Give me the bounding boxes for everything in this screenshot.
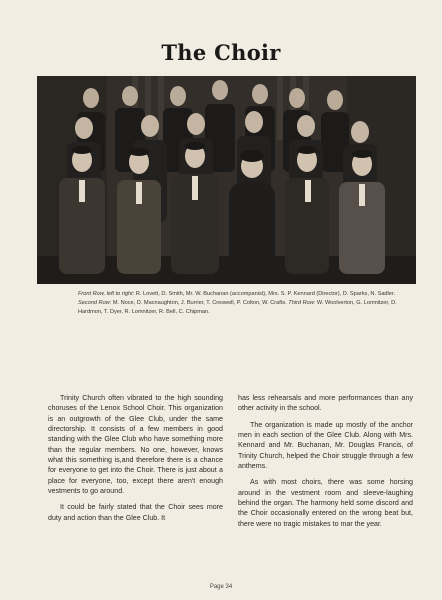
caption-third-label: Third Row: [288, 300, 316, 307]
page-number: Page 34 [209, 584, 233, 590]
caption-front-names: R. Lovett, D. Smith, Mr. W. Buchanan (accompanist), Mrs. S. P. Kennard (Director), D. Sparks, N. Sadler. [134, 291, 395, 297]
article-paragraph: Trinity Church often vibrated to the high sounding choruses of the Lenox School Choir. This organization is an outgrowth of the Glee Club, under the same directorship. It consists of a few members in good standing with the Glee Club who have something more than the regular members. No one, however, knows what this something is,and therefore there is a chance for everyone to get into the Choir. There is just about a place for everyone, too, except there aren't enough vestments to go around. [48, 394, 223, 496]
article-column-left [48, 393, 223, 529]
article-paragraph-continued: has less rehearsals and more performances than any other activity in the school. [238, 394, 413, 413]
choir-photo-illustration [37, 76, 416, 284]
article-paragraph: It could be fairly stated that the Choir sees more duty and action than the Glee Club. It [48, 503, 223, 522]
article-column-right [238, 393, 413, 535]
article-paragraph: The organization is made up mostly of the anchor men in each section of the Glee Club. Along with Mrs. Kennard and Mr. Buchanan, Mr. Douglas Francis, of Trinity Church, helped the Choir struggle through a few anthems. [238, 420, 413, 471]
choir-photo [37, 76, 416, 284]
photo-caption [78, 290, 412, 318]
caption-second-names: M. Noce, D. Macnaughton, J. Burrier, T. Creswell, P. Colton, W. Crafts. [111, 300, 289, 307]
caption-third-names: W. Woolverton, G. Lomnitzer, D. Hardmon, T. Dyer, R. Lomnitzer, R. Bell, C. Chipman. [78, 300, 397, 316]
article-paragraph: As with most choirs, there was some horsing around in the vestment room and sleeve-laughing behind the organ. The harmony held some discord and the Choir occasionally entered on the wrong beat but, there were no tragic mistakes to mar the year. [238, 478, 413, 528]
caption-second-label: Second Row: [78, 300, 112, 307]
caption-front-label: Front Row, left to right: [78, 291, 135, 297]
page-title: The Choir [161, 40, 281, 65]
